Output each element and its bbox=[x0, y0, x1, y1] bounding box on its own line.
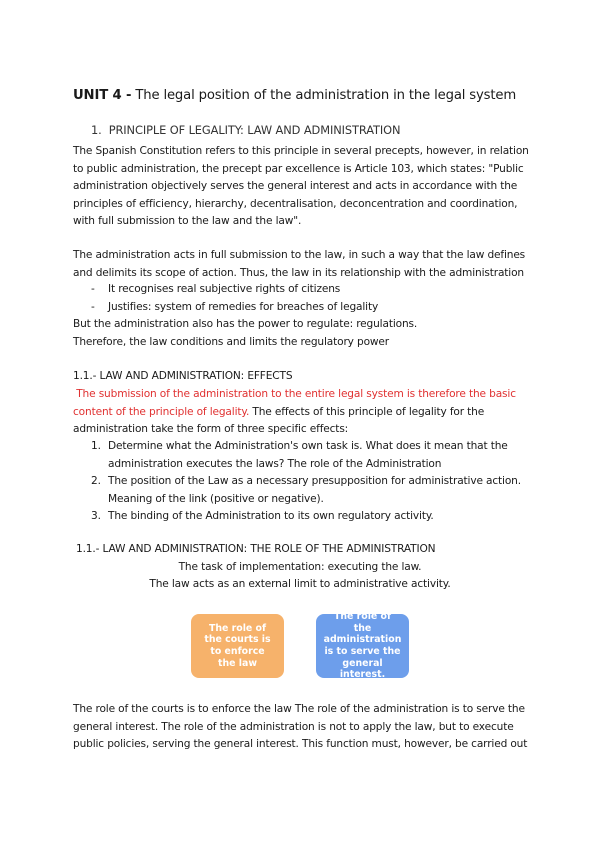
courts-role-text: The role of the courts is to enforce the law bbox=[204, 622, 271, 669]
subsection-heading-effects: 1.1.- LAW AND ADMINISTRATION: EFFECTS bbox=[73, 370, 293, 382]
item-number: 2. bbox=[91, 475, 101, 487]
section-number: 1. bbox=[91, 123, 102, 137]
unit-title bbox=[73, 88, 516, 103]
subsection-heading-role: 1.1.- LAW AND ADMINISTRATION: THE ROLE OF THE ADMINISTRATION bbox=[76, 543, 436, 555]
administration-role-box bbox=[316, 611, 409, 681]
unit-title-text: The legal position of the administration in the legal system bbox=[135, 88, 517, 103]
courts-role-box bbox=[191, 614, 284, 678]
numbered-item bbox=[91, 438, 531, 473]
administration-role-text: The role of the administration is to serve the general interest. bbox=[323, 611, 402, 681]
section-heading bbox=[91, 123, 400, 137]
section-heading-text: PRINCIPLE OF LEGALITY: LAW AND ADMINISTRATION bbox=[108, 123, 401, 137]
centered-line-external-limit: The law acts as an external limit to administrative activity. bbox=[149, 578, 451, 590]
item-text: Determine what the Administration's own task is. What does it mean that the administration executes the laws? The role of the Administration bbox=[108, 440, 508, 470]
bullet-text: Justifies: system of remedies for breaches of legality bbox=[108, 301, 379, 313]
paragraph-constitution: The Spanish Constitution refers to this principle in several precepts, however, in relation to public administration, the precept par excellence is Article 103, which states: "Public administration objectively serves the general interest and acts in accordance with the principles of efficiency, hierarchy, decentralisation, deconcentration and coordination, with full submission to the law and the law". bbox=[73, 145, 529, 228]
paragraph-submission: The administration acts in full submission to the law, in such a way that the law defines and delimits its scope of action. Thus, the law in its relationship with the administration bbox=[73, 249, 526, 279]
centered-line-implementation: The task of implementation: executing the law. bbox=[178, 561, 422, 573]
item-number: 3. bbox=[91, 510, 101, 522]
bullet-item bbox=[91, 281, 340, 299]
numbered-item bbox=[91, 508, 531, 526]
effects-intro-text: The effects of this principle of legality for the administration take the form of three specific effects: bbox=[73, 405, 485, 436]
text-line-regulations: But the administration also has the power to regulate: regulations. bbox=[73, 318, 418, 330]
paragraph-effects bbox=[73, 386, 533, 439]
paragraph-role: The role of the courts is to enforce the law The role of the administration is to serve the general interest. The role of the administration is not to apply the law, but to execute public policies, serving the general interest. This function must, however, be carried out bbox=[73, 703, 528, 751]
item-number: 1. bbox=[91, 440, 101, 452]
item-text: The position of the Law as a necessary presupposition for administrative action. Meaning of the link (positive or negative). bbox=[108, 475, 521, 505]
bullet-item bbox=[91, 299, 378, 317]
numbered-item bbox=[91, 473, 531, 508]
bullet-text: It recognises real subjective rights of citizens bbox=[108, 283, 341, 295]
unit-label: UNIT 4 - bbox=[73, 88, 132, 103]
highlighted-text: The submission of the administration to the entire legal system is therefore the basic content of the principle of legality. bbox=[73, 388, 516, 418]
item-text: The binding of the Administration to its own regulatory activity. bbox=[108, 510, 434, 522]
bullet-marker: - bbox=[91, 301, 95, 313]
bullet-marker: - bbox=[91, 283, 95, 295]
text-line-regulatory-power: Therefore, the law conditions and limits the regulatory power bbox=[73, 336, 389, 348]
